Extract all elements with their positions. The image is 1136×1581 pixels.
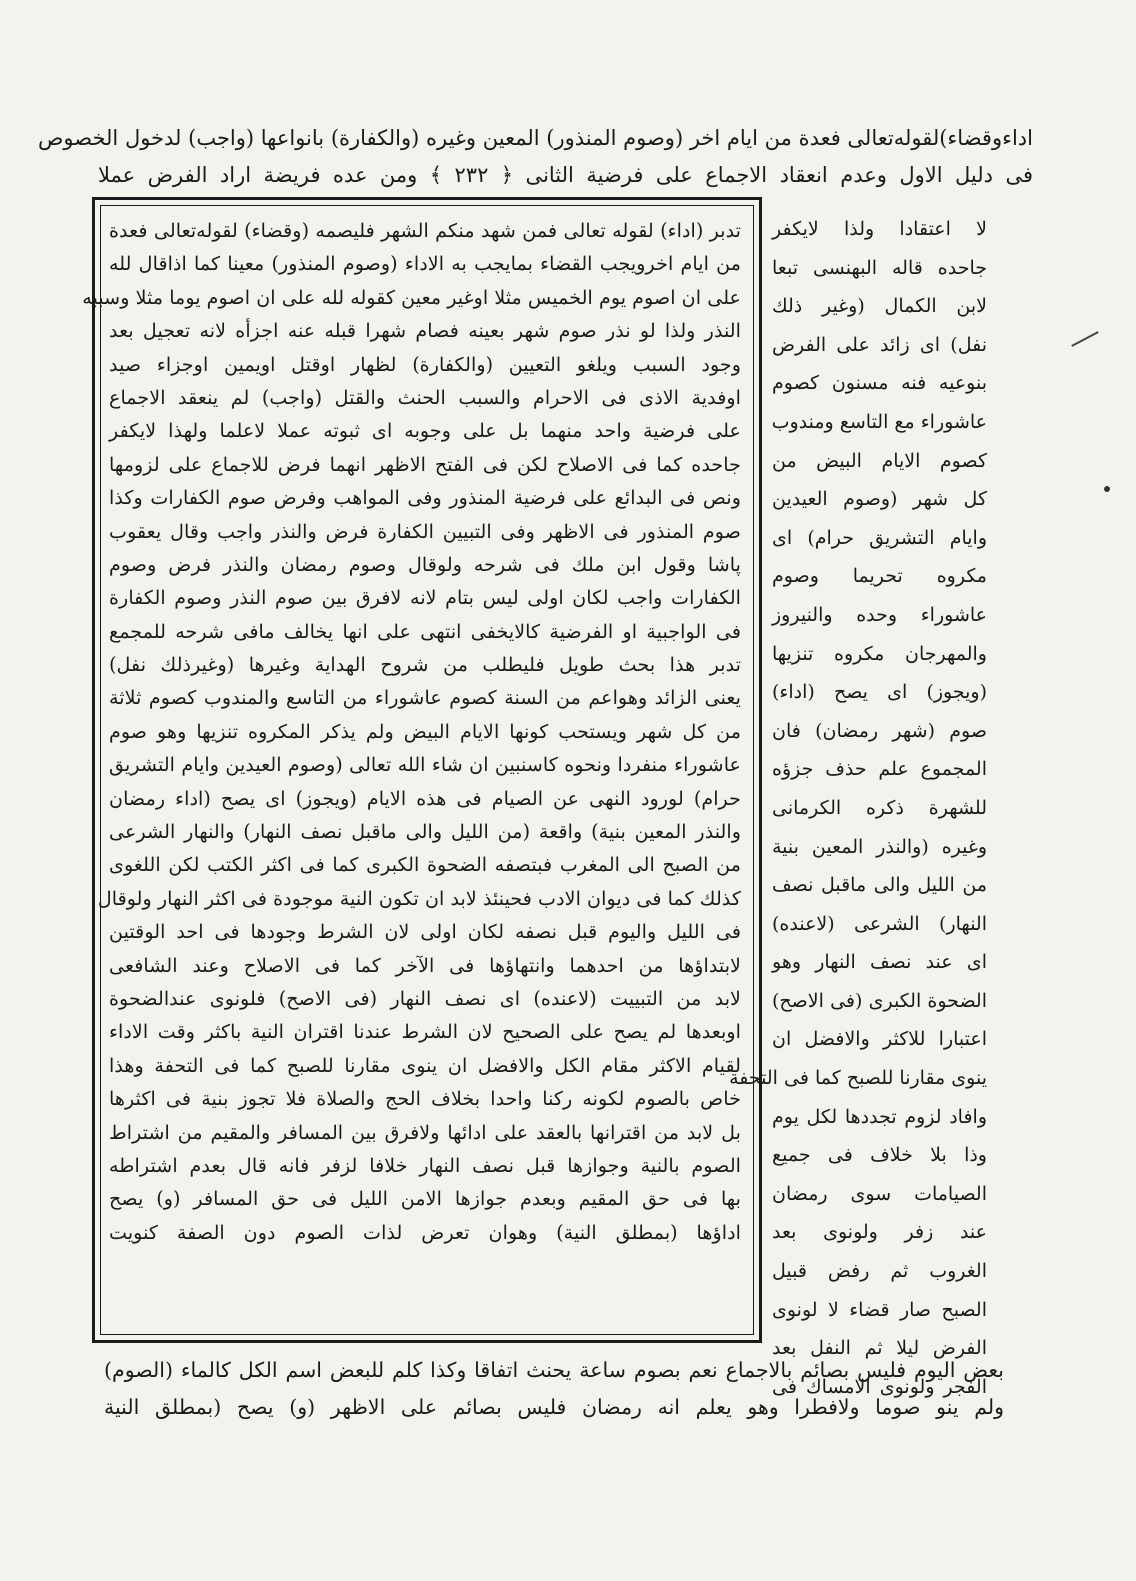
margin-commentary xyxy=(729,210,987,1406)
margin-line: الصيامات سوى رمضان xyxy=(772,1182,987,1205)
main-text-line: بها فى حق المقيم وبعدم جوازها الامن الليل فى حق المسافر (و) يصح xyxy=(109,1187,741,1211)
main-text-line: اوفدية الاذى فى الاحرام والسبب الحنث والقتل (واجب) لم ينعقد الاجماع xyxy=(109,385,741,409)
footer-text xyxy=(104,1352,1004,1426)
margin-line: عاشوراء مع التاسع ومندوب xyxy=(771,410,987,433)
main-text-line: لقيام الاكثر مقام الكل والافضل ان ينوى مقارنا للصبح كما فى التحفة وهذا xyxy=(109,1053,741,1077)
margin-line: صوم (شهر رمضان) فان xyxy=(772,719,987,742)
main-text-line: من كل شهر ويستحب كونها الايام البيض ولم يذكر المكروه تنزيها وهو صوم xyxy=(109,719,741,743)
margin-line: بنوعيه فنه مسنون كصوم xyxy=(772,372,987,395)
margin-line: الضحوة الكبرى (فى الاصح) xyxy=(772,989,987,1012)
main-text-line: كذلك كما فى ديوان الادب فحينئذ لابد ان تكون النية موجودة فى اكثر النهار ولوقال xyxy=(97,886,741,910)
main-text-line: الكفارات واجب لكان اولى ليس بتام لانه لافرق بين صوم النذر وصوم الكفارة xyxy=(109,586,741,610)
main-text-line: فى الواجبية او الفرضية كالايخفى انتهى على انها يخالف مافى شرحه للمجمع xyxy=(109,619,741,643)
margin-line: عند زفر ولونوى بعد xyxy=(772,1221,987,1244)
margin-line: اى عند نصف النهار وهو xyxy=(772,951,987,974)
main-text-line: وجود السبب ويلغو التعيين (والكفارة) لظهار اوقتل اويمين اوجزاء صيد xyxy=(109,352,741,376)
margin-line: لا اعتقادا ولذا لايكفر xyxy=(772,218,987,240)
main-text-line: اوبعدها لم يصح على الصحيح لان الشرط عندنا اقتران النية باكثر وقت الاداء xyxy=(109,1020,741,1044)
main-text-line: حرام) لورود النهى عن الصيام فى هذه الايام (ويجوز) اى يصح (اداء رمضان xyxy=(109,786,741,810)
main-text-line: بل لابد من اقترانها بالعقد على ادائها ولافرق بين المسافر والمقيم من اشتراط xyxy=(109,1120,741,1144)
margin-line: عاشوراء وحده والنيروز xyxy=(772,603,987,626)
footer-line: بعض اليوم فليس بصائم بالاجماع نعم بصوم ساعة يحنث اتفاقا وكذا كلم للبعض اسم الكل كالماء (الصوم) xyxy=(104,1358,1004,1382)
margin-line: للشهرة ذكره الكرمانى xyxy=(772,796,987,819)
main-text-line: پاشا وقول ابن ملك فى شرحه ولوقال وصوم رمضان والنذر فرض وصوم xyxy=(109,552,741,576)
margin-line: كل شهر (وصوم العيدين xyxy=(772,488,987,511)
main-text-line: من ايام اخرويجب القضاء بمايجب به الاداء (وصوم المنذور) معينا كما اذاقال لله xyxy=(109,252,741,276)
main-text-line: خاص بالصوم لكونه ركنا واحدا بخلاف الحج والصلاة فلا تجوز بنية فى اكثرها xyxy=(109,1087,741,1111)
main-text xyxy=(82,214,741,1249)
main-text-line: على ان اصوم يوم الخميس مثلا اوغير معين كقوله لله على ان اصوم يوما مثلا وسببه xyxy=(82,285,741,309)
main-text-line: والنذر المعين بنية) واقعة (من الليل والى ماقبل نصف النهار) والنهار الشرعى xyxy=(109,820,741,844)
margin-line: والمهرجان مكروه تنزيها xyxy=(772,642,987,665)
main-text-line: تدبر (اداء) لقوله تعالى فمن شهد منكم الشهر فليصمه (وقضاء) لقولەتعالى فعدة xyxy=(109,219,741,242)
margin-line: وغيره (والنذر المعين بنية xyxy=(772,835,987,858)
margin-line: لابن الكمال (وغير ذلك xyxy=(772,295,987,318)
margin-line: الغروب ثم رفض قبيل xyxy=(772,1260,987,1283)
footer-line: ولم ينو صوما ولافطرا وهو يعلم انه رمضان فليس بصائم على الاظهر (و) يصح (بمطلق النية xyxy=(104,1395,1004,1419)
margin-line: وذا بلا خلاف فى جميع xyxy=(772,1144,987,1167)
margin-line: (ويجوز) اى يصح (اداء) xyxy=(772,681,987,704)
margin-line: اعتبارا للاكثر والافضل ان xyxy=(772,1028,987,1051)
main-text-line: صوم المنذور فى الاظهر وفى التبيين الكفارة فرض والنذر واجب وقال يعقوب xyxy=(109,519,741,543)
main-text-line: اداؤها (بمطلق النية) وهوان تعرض لذات الصوم دون الصفة كنويت xyxy=(109,1220,741,1244)
header-line: اداءوقضاء)لقولەتعالی فعدة من ايام اخر (وصوم المنذور) المعين وغيره (والكفارة) بانواعها (واجب) لدخول الخصوص xyxy=(38,126,1033,150)
margin-line: الصبح صار قضاء لا لونوى xyxy=(772,1298,987,1321)
ink-dot-mark xyxy=(1104,486,1110,492)
pencil-tick-mark xyxy=(1071,331,1098,347)
margin-line: من الليل والى ماقبل نصف xyxy=(772,874,987,897)
margin-line: وايام التشريق حرام) اى xyxy=(772,526,987,549)
margin-line: الفجر ولونوى الامساك فى xyxy=(772,1375,987,1398)
header-line: فی دليل الاول وعدم انعقاد الاجماع على فرضية الثانى ﴿ ٢٣٢ ﴾ ومن عده فريضة اراد الفرض عملا xyxy=(98,163,1033,187)
margin-line: الفرض ليلا ثم النفل بعد xyxy=(772,1337,987,1360)
margin-line: كصوم الايام البيض من xyxy=(772,449,987,472)
margin-line: نفل) اى زائد على الفرض xyxy=(772,333,987,356)
margin-line: وافاد لزوم تجددها لكل يوم xyxy=(772,1105,987,1128)
margin-line: النهار) الشرعى (لاعنده) xyxy=(772,912,987,935)
main-text-line: تدبر هذا بحث طويل فليطلب من شروح الهداية وغيرها (وغيرذلك نفل) xyxy=(109,653,741,677)
main-text-line: النذر ولذا لو نذر صوم شهر بعينه فصام شهرا قبله عنه اجزأه لانه تعجيل بعد xyxy=(109,319,741,343)
main-text-frame xyxy=(82,197,762,1343)
header-text xyxy=(38,120,1033,194)
margin-line: ينوى مقارنا للصبح كما فى التحفة xyxy=(729,1067,987,1090)
main-text-line: ونص فى البدائع على فرضية المنذور وفى المواهب وفرض صوم الكفارات وكذا xyxy=(109,486,741,510)
main-text-line: يعنى الزائد وهواعم من السنة كصوم عاشوراء من التاسع والمندوب كصوم ثلاثة xyxy=(109,686,741,710)
main-text-line: لابد من التبييت (لاعنده) اى نصف النهار (فى الاصح) فلونوى عندالضحوة xyxy=(109,986,741,1010)
main-text-line: على فرضية واحد منهما بل على وجوبه اى ثبوته عملا لاعلما ولهذا لايكفر xyxy=(109,419,741,443)
main-text-line: لابتداؤها من احدهما وانتهاؤها فى الآخر كما فى الاصلاح وعند الشافعى xyxy=(109,953,741,977)
margin-line: جاحده قاله البهنسى تبعا xyxy=(772,256,987,279)
main-text-line: جاحده كما فى الاصلاح لكن فى الفتح الاظهر انهما فرض للاجماع على لزومها xyxy=(109,452,741,476)
margin-line: مكروه تحريما وصوم xyxy=(772,565,987,588)
main-text-line: من الصبح الى المغرب فبتصفه الضحوة الكبرى كما فى اكثر الكتب لكن اللغوى xyxy=(109,853,741,877)
main-text-line: الصوم بالنية وجوازها قبل نصف النهار خلافا لزفر فانه قال بعدم اشتراطه xyxy=(109,1153,741,1177)
main-text-line: عاشوراء منفردا ونحوه كاسنبين ان شاء الله تعالى (وصوم العيدين وايام التشريق xyxy=(109,753,741,777)
margin-line: المجموع علم حذف جزؤه xyxy=(772,758,987,781)
main-text-line: فى الليل واليوم قبل نصفه لكان اولى لان الشرط وجودها فى احد الوقتين xyxy=(109,920,741,944)
